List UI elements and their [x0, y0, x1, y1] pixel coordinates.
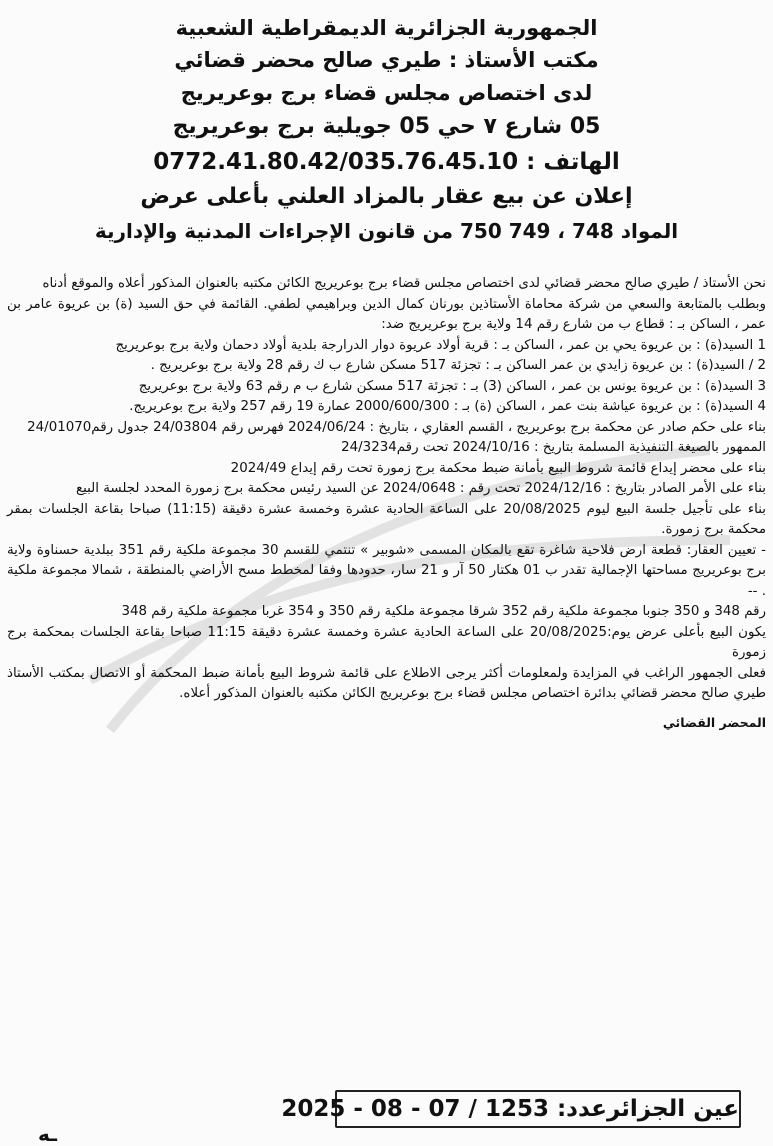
- paragraph-defendant-4: 4 السيد(ة) : بن عريوة عياشة بنت عمر ، الساكن (ة) بـ : 2000/600/300 عمارة 19 رقم 257 ولاية برج بوعريريج.: [129, 399, 766, 414]
- paragraph-postponement: بناء على تأجيل جلسة البيع ليوم 20/08/2025 على الساعة الحادية عشرة وخمسة عشرة دقيقة (11:15) صباحا بقاعة الجلسات بمقر محكمة برج زمورة.: [7, 501, 766, 537]
- notice-body: [7, 274, 766, 746]
- paragraph-boundaries: رقم 348 و 350 جنوبا مجموعة ملكية رقم 352 شرقا مجموعة ملكية رقم 350 و 354 غربا مجموعة ملكية رقم 348: [121, 604, 766, 619]
- office-address: 05 شارع ٧ حي 05 جويلية برج بوعريريج: [172, 114, 601, 139]
- paragraph-executory: الممهور بالصيغة التنفيذية المسلمة بتاريخ : 2024/10/16 تحت رقم24/3234: [341, 440, 766, 455]
- legal-articles: المواد 748 ، 749 750 من قانون الإجراءات المدنية والإدارية: [94, 219, 679, 243]
- office-title: مكتب الأستاذ : طيري صالح محضر قضائي: [174, 48, 599, 72]
- paragraph-defendant-3: 3 السيد(ة) : بن عريوة يونس بن عمر ، الساكن (3) بـ : تجزئة 517 مسكن شارع ب م رقم 63 ولاية برج بوعريريج: [138, 378, 766, 394]
- notice-header: [0, 0, 773, 248]
- notice-title: إعلان عن بيع عقار بالمزاد العلني بأعلى عرض: [140, 184, 633, 209]
- paragraph-sale-date: يكون البيع بأعلى عرض يوم:20/08/2025 على الساعة الحادية عشرة وخمسة عشرة دقيقة 11:15 صباحا بقاعة الجلسات بمحكمة برج زمورة: [7, 624, 766, 660]
- paragraph-request: وبطلب بالمتابعة والسعي من شركة محاماة الأستاذين بورنان كمال الدين وبراهيمي لطفي. القائمة في حق السيد (ة) بن عريوة عامر بن عمر ، الساكن بـ : قطاع ب من شارع رقم 14 ولاية برج بوعريريج ضد:: [7, 296, 766, 332]
- republic-title: الجمهورية الجزائرية الديمقراطية الشعبية: [175, 16, 598, 40]
- corner-mark: ـه: [38, 1122, 57, 1146]
- publication-stamp: عين الجزائرعدد: 1253 / 07 - 08 - 2025: [335, 1090, 741, 1128]
- paragraph-order: بناء على الأمر الصادر بتاريخ : 2024/12/16 تحت رقم : 2024/0648 عن السيد رئيس محكمة برج زمورة المحدد لجلسة البيع: [75, 481, 766, 496]
- signature: المحضر القضائي: [662, 714, 766, 730]
- paragraph-defendant-1: 1 السيد(ة) : بن عريوة يحي بن عمر ، الساكن بـ : قرية أولاد عريوة دوار الدرارجة بلدية أولاد دحمان ولاية برج بوعريريج: [115, 337, 766, 353]
- paragraph-judgment: بناء على حكم صادر عن محكمة برج بوعريريج ، القسم العقاري ، بتاريخ : 2024/06/24 فهرس رقم 24/03804 جدول رقم24/01070: [27, 419, 766, 435]
- paragraph-bailiff: نحن الأستاذ / طيري صالح محضر قضائي لدى اختصاص مجلس قضاء برج بوعريريج الكائن مكتبه بالعنوان المذكور أعلاه والموقع أدناه: [42, 276, 766, 291]
- office-phone: الهاتف : 0772.41.80.42/035.76.45.10: [153, 149, 620, 175]
- paragraph-property: - تعيين العقار: قطعة ارض فلاحية شاغرة تقع بالمكان المسمى «شوبير » تنتمي للقسم 30 مجموعة ملكية رقم 351 ببلدية حسناوة ولاية برج بوعريريج مساحتها الإجمالية تقدر ب 01 هكتار 50 آر و 21 سار، حدودها وفقا لمخطط مسح الأراضي بالمنطقة ، شمالا مجموعة ملكية . --: [7, 542, 766, 599]
- jurisdiction-line: لدى اختصاص مجلس قضاء برج بوعريريج: [180, 81, 593, 105]
- paragraph-deposit: بناء على محضر إيداع قائمة شروط البيع بأمانة ضبط محكمة برج زمورة تحت رقم إيداع 2024/49: [230, 460, 766, 476]
- paragraph-contact: فعلى الجمهور الراغب في المزايدة ولمعلومات أكثر يرجى الاطلاع على قائمة شروط البيع بأمانة ضبط المحكمة أو الاتصال بمكتب الأستاذ طيري صالح محضر قضائي بدائرة اختصاص مجلس قضاء برج بوعريريج الكائن مكتبه بالعنوان المذكور أعلاه.: [7, 665, 766, 701]
- paragraph-defendant-2: 2 / السيد(ة) : بن عريوة زايدي بن عمر الساكن بـ : تجزئة 517 مسكن شارع ب ك رقم 28 ولاية برج بوعريريج .: [150, 358, 766, 373]
